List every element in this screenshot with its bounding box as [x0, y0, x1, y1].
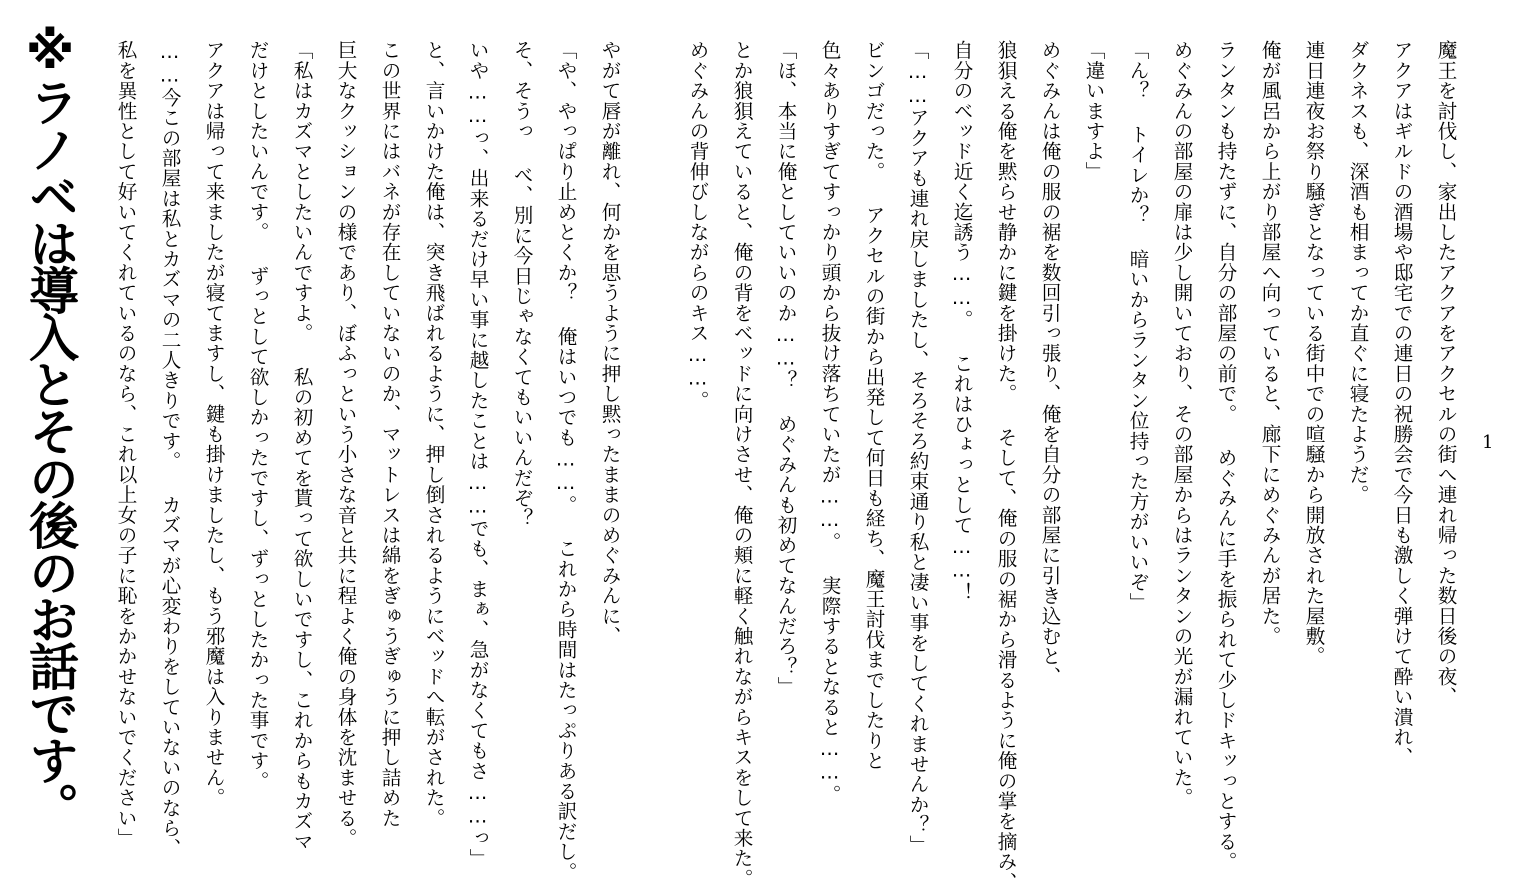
text-column-7: めぐみんの部屋の扉は少し開いており、その部屋からはランタンの光が漏れていた。	[1170, 40, 1193, 808]
text-column-27: 「私はカズマとしたいんですよ。 私の初めてを貰って欲しいですし、これからもカズマ	[290, 40, 313, 852]
text-column-15: 色々ありすぎてすっかり頭から抜け落ちていたが……。 実際するとなると……。	[818, 40, 841, 805]
text-column-25: この世界にはバネが存在していないのか、マットレスは綿をぎゅうぎゅうに押し詰めた	[378, 40, 401, 828]
text-column-29: アクアは帰って来ましたが寝てますし、鍵も掛けましたし、もう邪魔は入りません。	[202, 40, 225, 808]
text-column-3: ダクネスも、深酒も相まってか直ぐに寝たようだ。	[1346, 40, 1369, 505]
text-column-2: アクアはギルドの酒場や邸宅での連日の祝勝会で今日も激しく弾けて酔い潰れ、	[1390, 40, 1413, 768]
text-column-11: 狼狽える俺を黙らせ静かに鍵を掛けた。 そして、俺の服の裾から滑るように俺の掌を摘み、	[994, 40, 1017, 892]
text-column-31: 私を異性として好いてくれているのなら、これ以上女の子に恥をかかせないでください」	[114, 40, 137, 848]
text-column-10: めぐみんは俺の服の裾を数回引っ張り、俺を自分の部屋に引き込むと、	[1038, 40, 1061, 687]
text-column-6: ランタンも持たずに、自分の部屋の前で。 めぐみんに手を振られて少しドキッっとする。	[1214, 40, 1237, 872]
text-column-23: いや……っ、出来るだけ早い事に越したことは……でも、まぁ、急がなくてもさ……っ」	[466, 40, 489, 869]
text-column-1: 魔王を討伐し、家出したアクアをアクセルの街へ連れ帰った数日後の夜、	[1434, 40, 1457, 707]
text-column-20: やがて唇が離れ、何かを思うように押し黙ったままのめぐみんに、	[598, 40, 621, 646]
text-column-4: 連日連夜お祭り騒ぎとなっている街中での喧騒から開放された屋敷。	[1302, 40, 1325, 667]
text-column-16: 「ほ、本当に俺としていいのか……？ めぐみんも初めてなんだろ？」	[774, 40, 797, 697]
text-column-8: 「ん？ トイレか？ 暗いからランタン位持った方がいいぞ」	[1126, 40, 1149, 613]
text-column-17: とか狼狽えていると、俺の背をベッドに向けさせ、俺の頬に軽く触れながらキスをして来た。	[730, 40, 753, 889]
text-column-26: 巨大なクッションの様であり、ぼふっという小さな音と共に程よく俺の身体を沈ませる。	[334, 40, 357, 848]
text-column-13: 「……アクアも連れ戻しましたし、そろそろ約束通り私と凄い事をしてくれませんか？」	[906, 40, 929, 855]
text-column-28: だけとしたいんです。 ずっとして欲しかったですし、ずっとしたかった事です。	[246, 40, 269, 791]
side-note-heading: ※ラノベは導入とその後のお話です。	[21, 22, 79, 829]
text-column-30: ……今この部屋は私とカズマの二人きりです。 カズマが心変わりをしていないのなら、	[158, 40, 181, 859]
page-number: 1	[1482, 432, 1494, 453]
text-column-18: めぐみんの背伸びしながらのキス……。	[686, 40, 709, 411]
text-column-14: ビンゴだった。 アクセルの街から出発して何日も経ち、魔王討伐までしたりと	[862, 40, 885, 771]
text-column-5: 俺が風呂から上がり部屋へ向っていると、廊下にめぐみんが居た。	[1258, 40, 1281, 646]
text-column-9: 「違いますよ」	[1082, 40, 1105, 182]
text-column-24: と、言いかけた俺は、突き飛ばれるように、押し倒されるようにベッドへ転がされた。	[422, 40, 445, 828]
text-column-22: そ、そうっ べ、別に今日じゃなくてもいいんだぞ？	[510, 40, 533, 529]
text-column-21: 「や、やっぱり止めとくか？ 俺はいつでも……。 これから時間はたっぷりある訳だし。	[554, 40, 577, 882]
text-column-12: 自分のベッド近く迄誘う……。 これはひょっとして……！	[950, 40, 973, 603]
